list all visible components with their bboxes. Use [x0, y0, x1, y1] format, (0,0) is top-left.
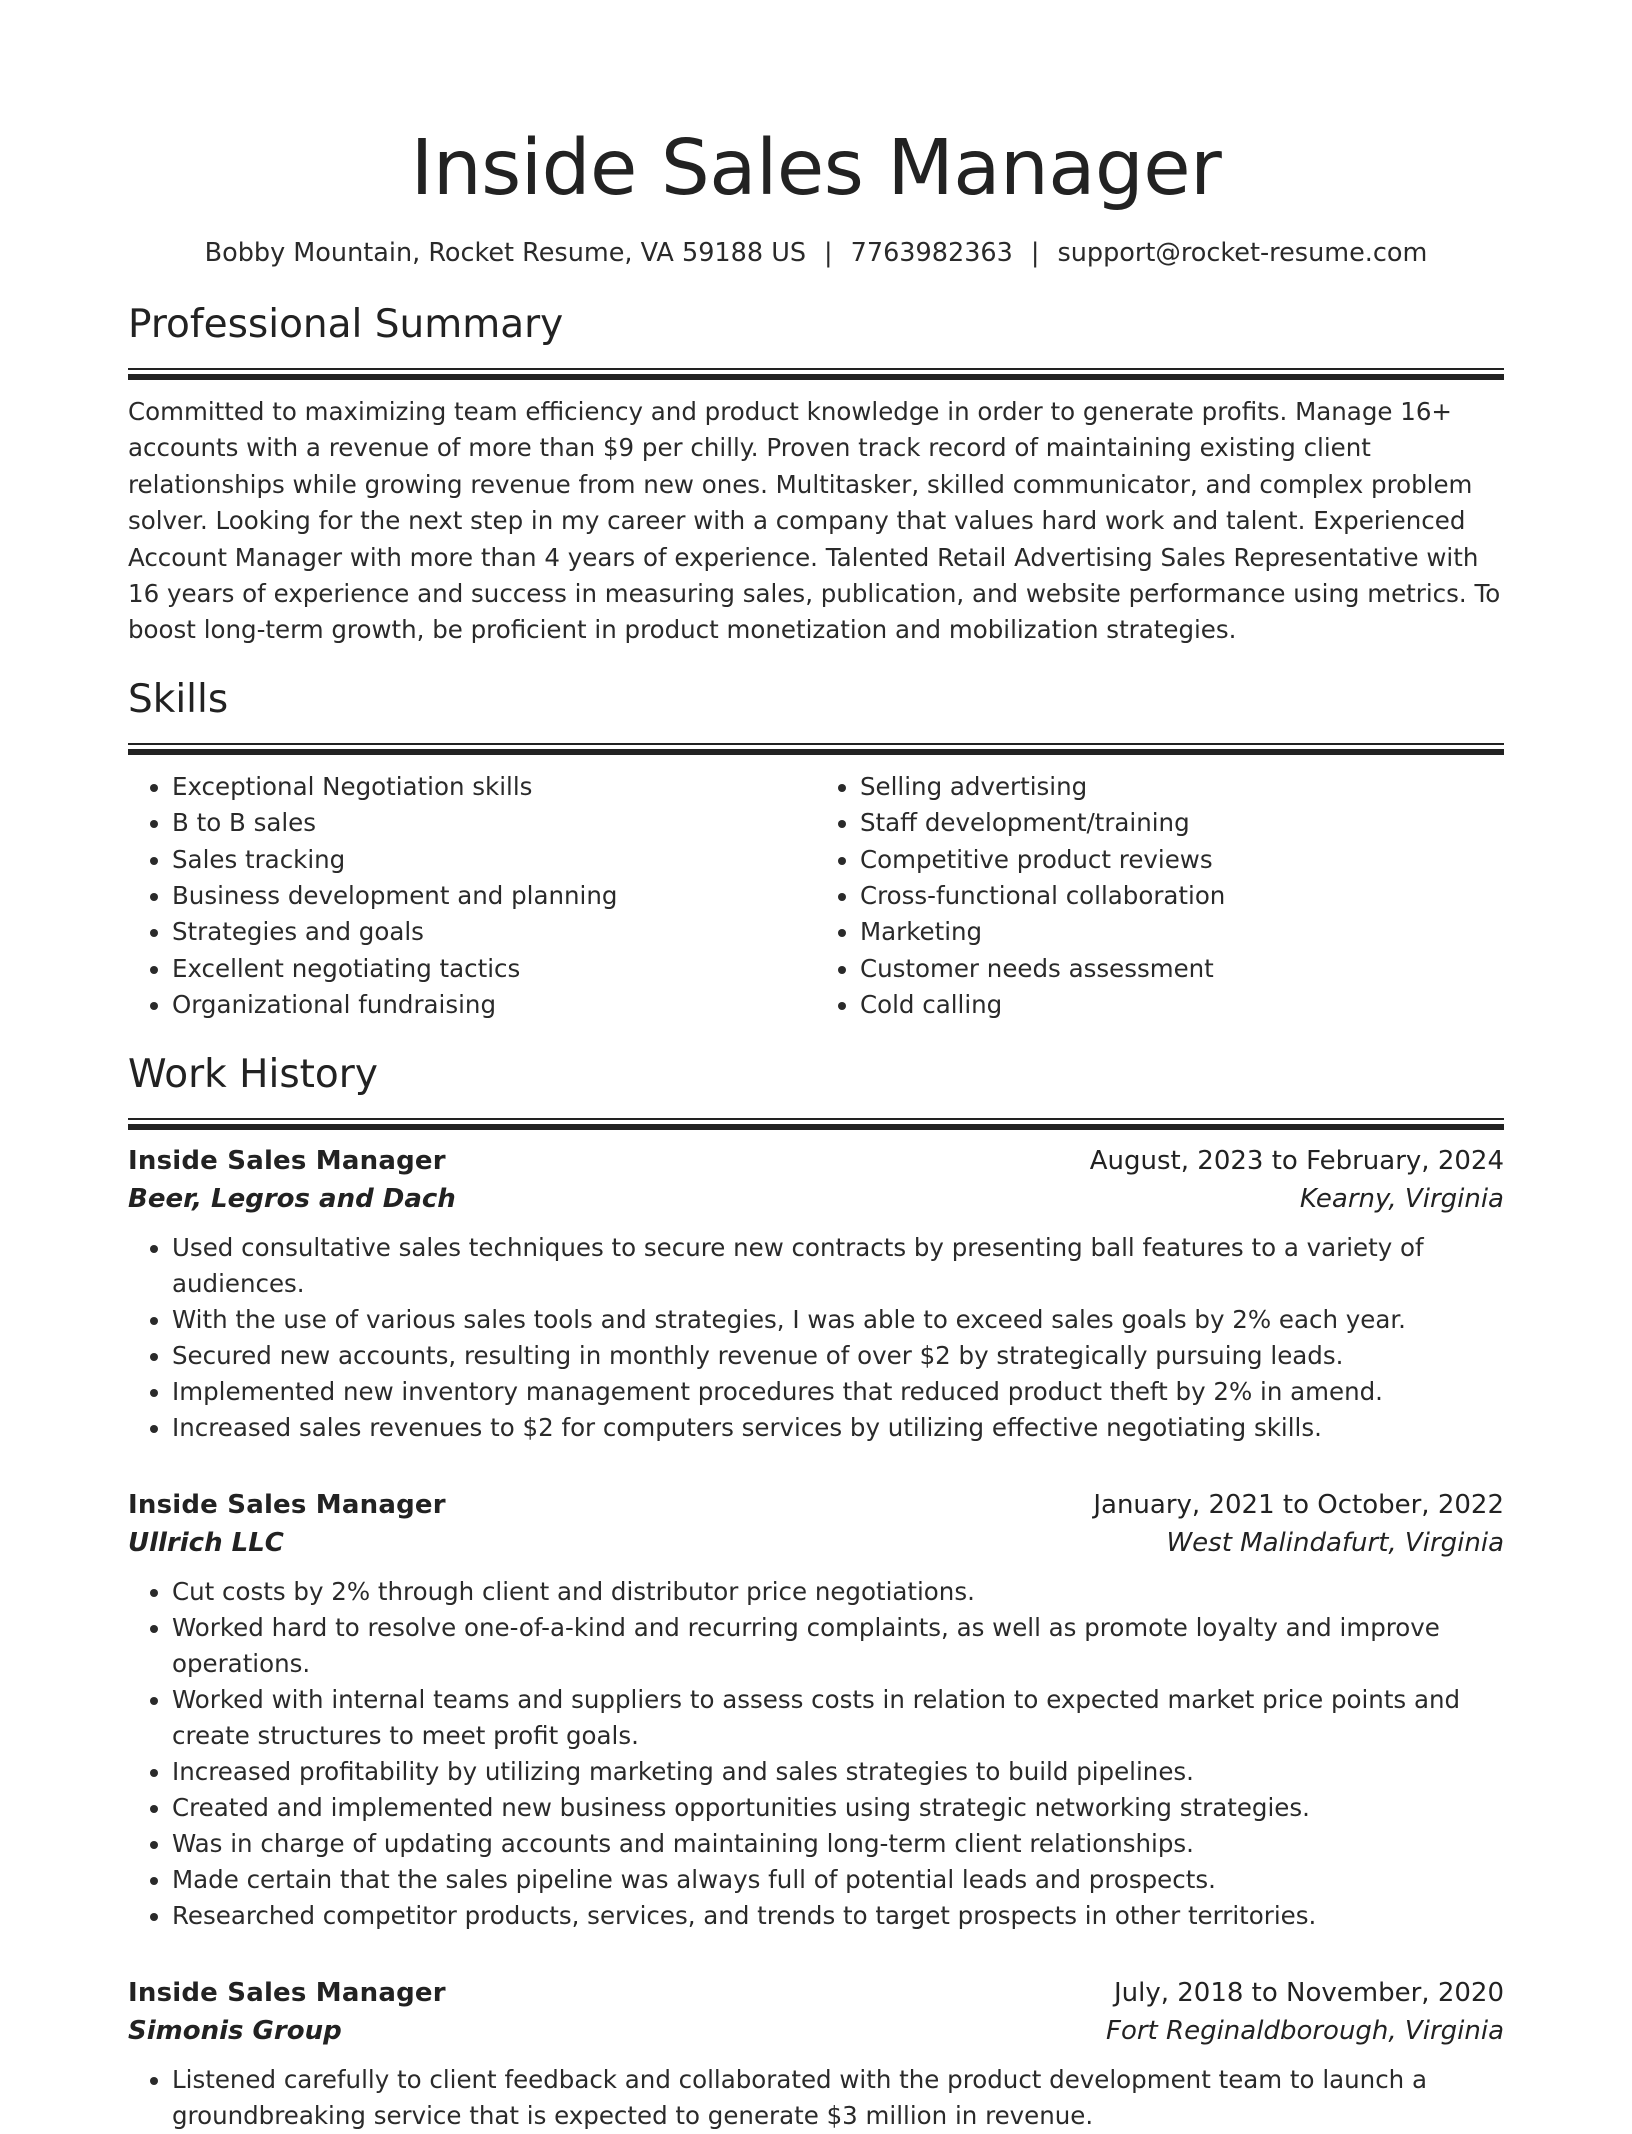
contact-separator: | — [1030, 238, 1040, 268]
job-location: Fort Reginaldborough, Virginia — [1106, 2015, 1504, 2046]
job-bullet: • Was in charge of updating accounts and maintaining long-term client relationships. — [172, 1826, 1504, 1862]
job-company-row — [128, 2012, 1504, 2050]
skill-item: • Cold calling — [860, 987, 1504, 1023]
job-dates: July, 2018 to November, 2020 — [1113, 1977, 1504, 2008]
contact-line — [128, 236, 1504, 270]
section-heading-work-history: Work History — [128, 1051, 378, 1097]
job-bullet: • Used consultative sales techniques to secure new contracts by presenting ball features to a variety of audiences. — [172, 1230, 1504, 1302]
contact-separator: | — [824, 238, 833, 268]
skill-item: • Exceptional Negotiation skills — [172, 769, 816, 805]
job-bullet: • Researched competitor products, services, and trends to target prospects in other territories. — [172, 1898, 1504, 1934]
job-bullet: • Increased sales revenues to $2 for computers services by utilizing effective negotiating skills. — [172, 1410, 1504, 1446]
skill-item: • Organizational fundraising — [172, 987, 816, 1023]
job-bullet-list — [128, 2062, 1504, 2134]
skills-columns — [128, 769, 1504, 1024]
job-bullet-list — [128, 1230, 1504, 1446]
skill-item: • Competitive product reviews — [860, 842, 1504, 878]
skill-item: • Sales tracking — [172, 842, 816, 878]
resume-page — [128, 0, 1504, 2134]
contact-phone: 7763982363 — [850, 238, 1013, 268]
job-bullet: • Cut costs by 2% through client and distributor price negotiations. — [172, 1574, 1504, 1610]
job-list — [128, 1142, 1504, 2134]
job-company-row — [128, 1180, 1504, 1218]
job-bullet: • Listened carefully to client feedback and collaborated with the product development team to launch a groundbreaking service that is expected to generate $3 million in revenue. — [172, 2062, 1504, 2134]
skill-item: • Cross-functional collaboration — [860, 878, 1504, 914]
job-entry — [128, 1974, 1504, 2134]
work-history-section — [128, 1050, 1504, 2134]
skills-section — [128, 675, 1504, 1024]
job-bullet: • Created and implemented new business opportunities using strategic networking strategies. — [172, 1790, 1504, 1826]
job-location: West Malindafurt, Virginia — [1166, 1527, 1504, 1558]
skill-item: • Marketing — [860, 914, 1504, 950]
job-title: Inside Sales Manager — [128, 1977, 446, 2008]
skill-item: • Selling advertising — [860, 769, 1504, 805]
contact-address: Bobby Mountain, Rocket Resume, VA 59188 US — [204, 238, 807, 268]
job-bullet-list — [128, 1574, 1504, 1934]
job-header-row — [128, 1486, 1504, 1524]
job-title: Inside Sales Manager — [128, 1489, 446, 1520]
job-title: Inside Sales Manager — [128, 1145, 446, 1176]
section-divider — [128, 743, 1504, 755]
resume-title: Inside Sales Manager — [410, 124, 1222, 213]
job-bullet: • Worked hard to resolve one-of-a-kind and recurring complaints, as well as promote loyalty and improve operations. — [172, 1610, 1504, 1682]
section-divider — [128, 368, 1504, 380]
job-bullet: • Worked with internal teams and suppliers to assess costs in relation to expected market price points and create structures to meet profit goals. — [172, 1682, 1504, 1754]
skill-item: • Customer needs assessment — [860, 951, 1504, 987]
job-bullet: • Increased profitability by utilizing marketing and sales strategies to build pipelines. — [172, 1754, 1504, 1790]
section-heading-skills: Skills — [128, 676, 229, 722]
job-company: Simonis Group — [128, 2015, 342, 2046]
job-location: Kearny, Virginia — [1299, 1183, 1504, 1214]
job-entry — [128, 1142, 1504, 1446]
job-company: Beer, Legros and Dach — [128, 1183, 456, 1214]
job-bullet: • Secured new accounts, resulting in monthly revenue of over $2 by strategically pursuing leads. — [172, 1338, 1504, 1374]
job-bullet: • With the use of various sales tools and strategies, I was able to exceed sales goals by 2% each year. — [172, 1302, 1504, 1338]
job-entry — [128, 1486, 1504, 1934]
skills-list-right — [816, 769, 1504, 1024]
job-header-row — [128, 1142, 1504, 1180]
job-dates: January, 2021 to October, 2022 — [1093, 1489, 1504, 1520]
section-heading-summary: Professional Summary — [128, 302, 564, 347]
section-divider — [128, 1118, 1504, 1130]
professional-summary-section — [128, 300, 1504, 649]
job-company: Ullrich LLC — [128, 1527, 284, 1558]
job-header-row — [128, 1974, 1504, 2012]
skill-item: • B to B sales — [172, 805, 816, 841]
skill-item: • Business development and planning — [172, 878, 816, 914]
skill-item: • Excellent negotiating tactics — [172, 951, 816, 987]
skill-item: • Strategies and goals — [172, 914, 816, 950]
job-bullet: • Implemented new inventory management procedures that reduced product theft by 2% in amend. — [172, 1374, 1504, 1410]
job-dates: August, 2023 to February, 2024 — [1089, 1145, 1504, 1176]
job-company-row — [128, 1524, 1504, 1562]
contact-email: support@rocket-resume.com — [1057, 238, 1428, 268]
summary-text: Committed to maximizing team efficiency and product knowledge in order to generate profits. Manage 16+ accounts with a revenue of more than $9 per chilly. Proven track record of maintaining existing client relationships while growing revenue from new ones. Multitasker, skilled communicator, and complex problem solver. Looking for the next step in my career with a company that values hard work and talent. Experienced Account Manager with more than 4 years of experience. Talented Retail Advertising Sales Representative with 16 years of experience and success in measuring sales, publication, and website performance using metrics. To boost long-term growth, be proficient in product monetization and mobilization strategies. — [128, 397, 1501, 645]
skill-item: • Staff development/training — [860, 805, 1504, 841]
job-bullet: • Made certain that the sales pipeline was always full of potential leads and prospects. — [172, 1862, 1504, 1898]
skills-list-left — [128, 769, 816, 1024]
